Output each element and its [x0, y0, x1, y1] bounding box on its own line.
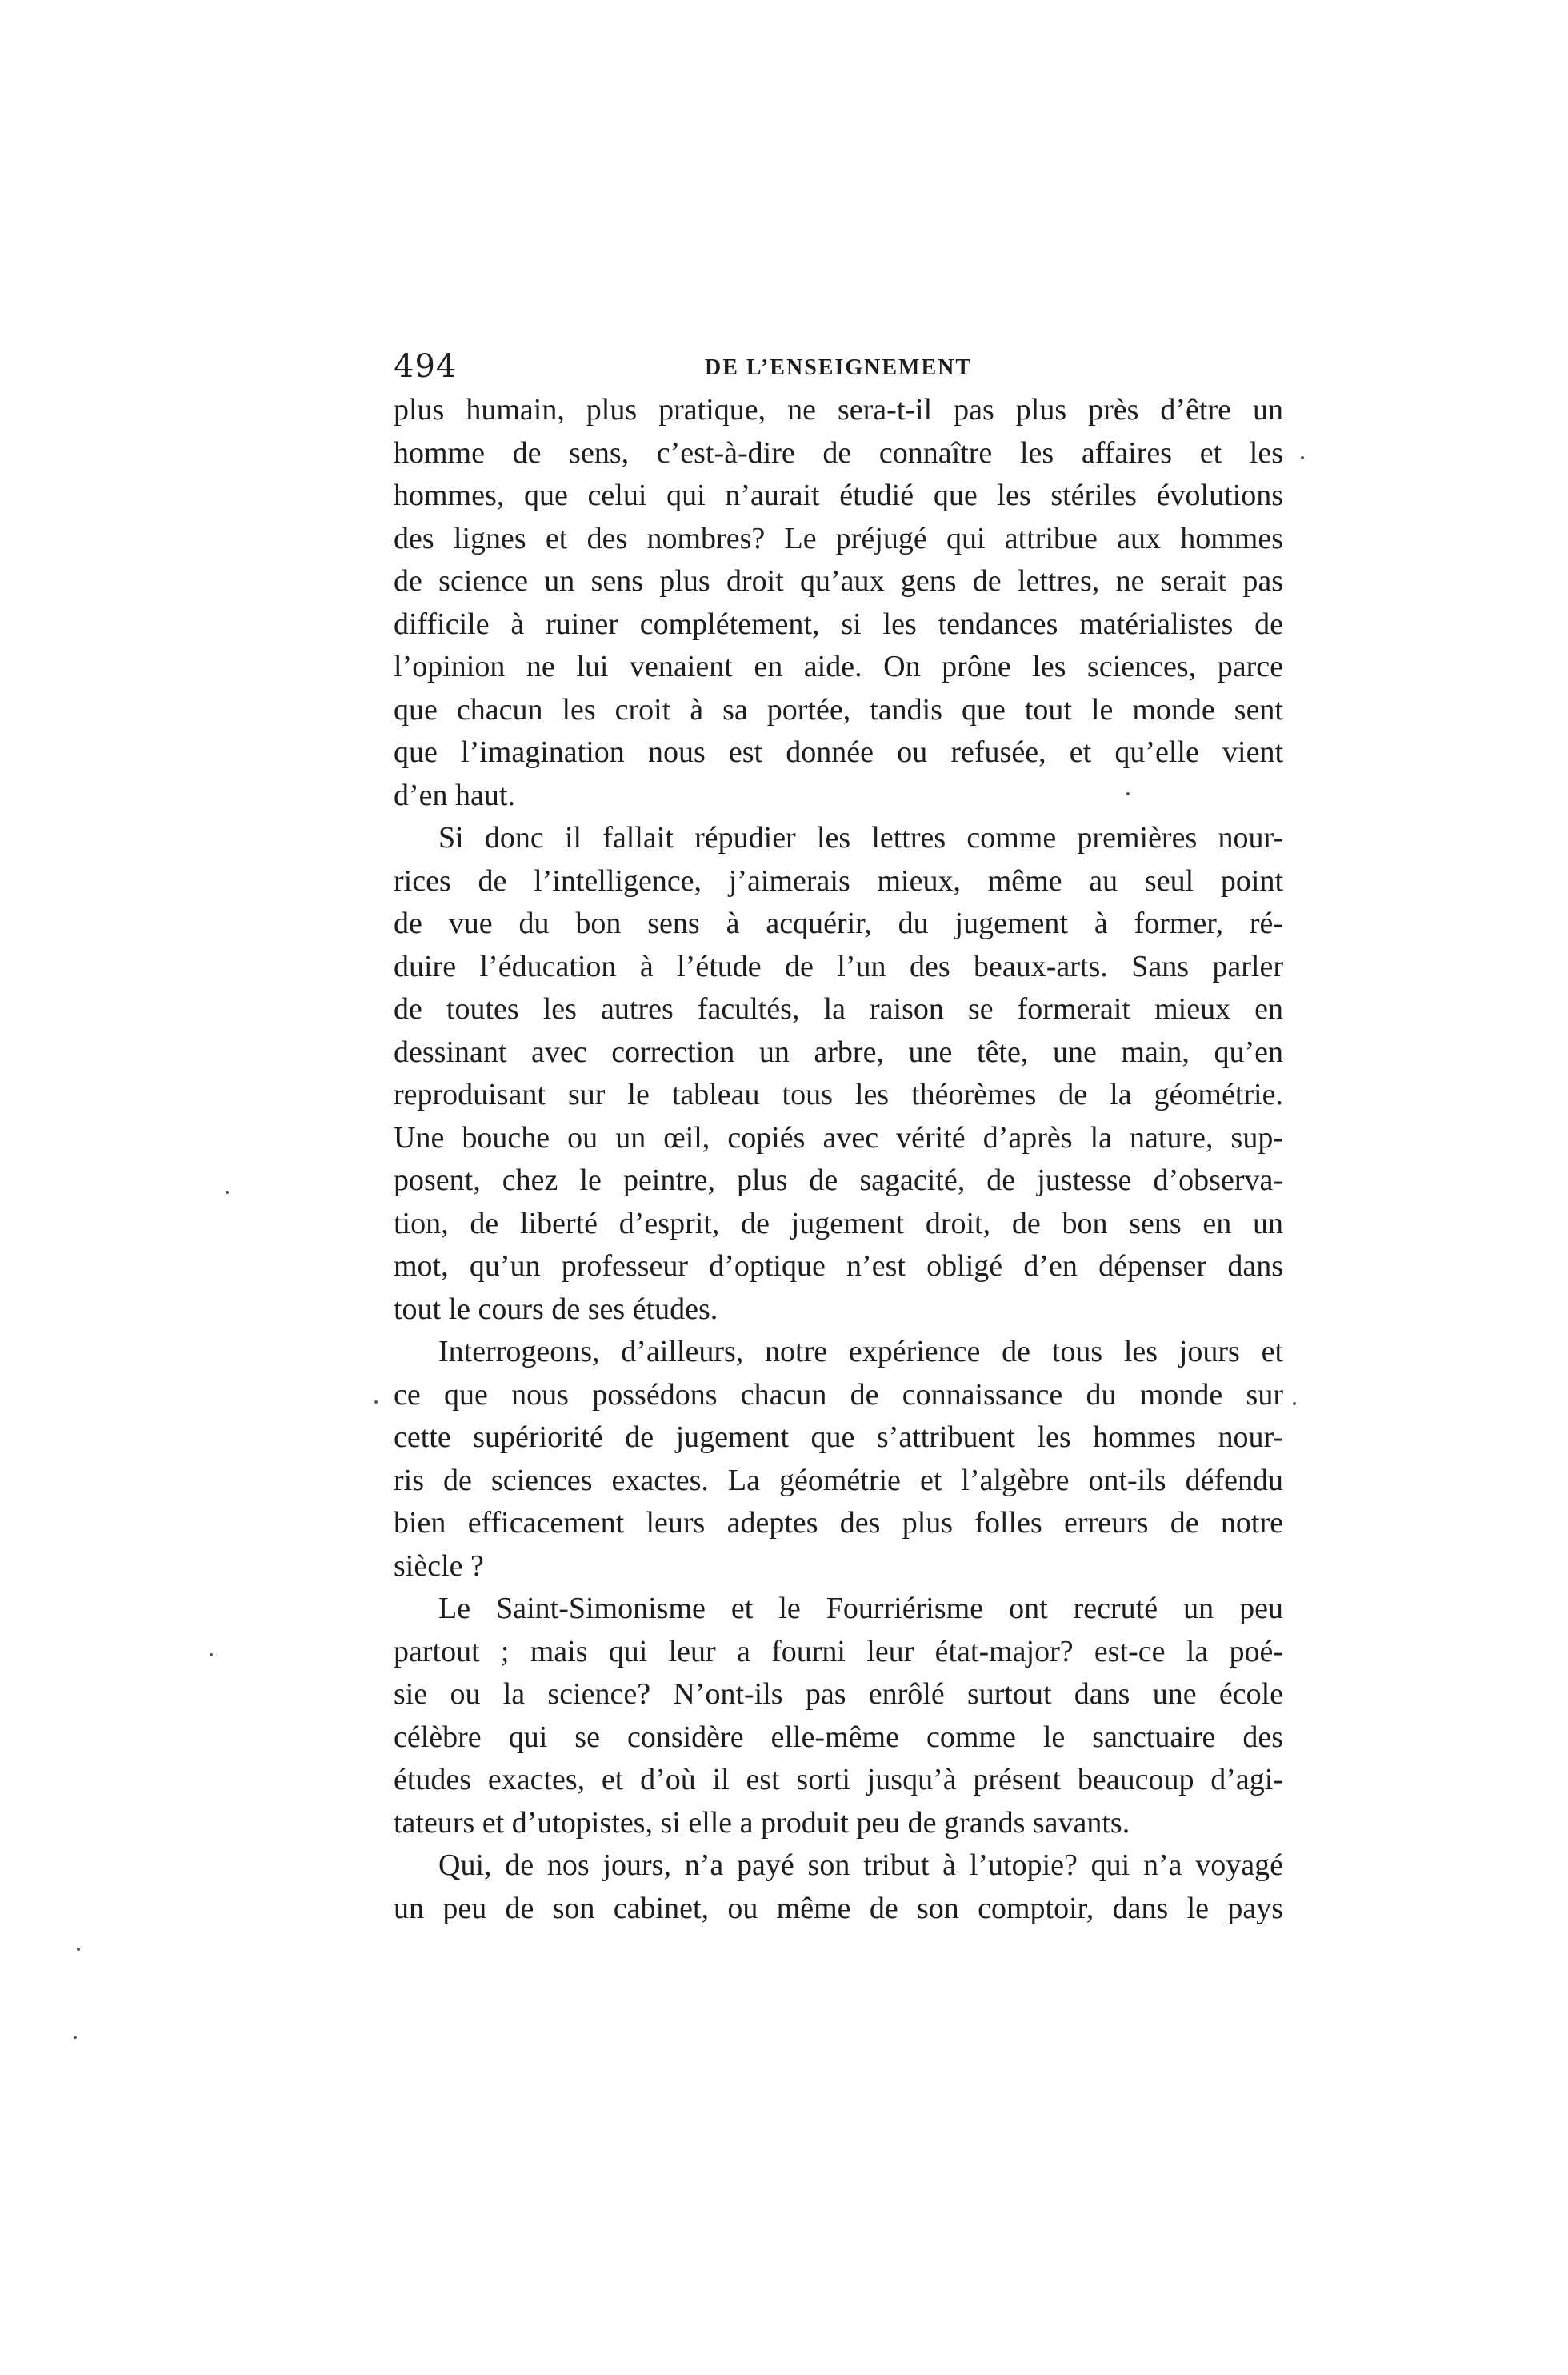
paper-speck	[226, 1191, 229, 1194]
running-head	[394, 347, 1283, 395]
text-line: bien efficacement leurs adeptes des plus folles erreurs de notre	[394, 1506, 1283, 1540]
paper-speck	[1301, 456, 1304, 459]
paragraph	[394, 1331, 1283, 1588]
paragraph	[394, 389, 1283, 817]
text-line: d’en haut.	[394, 778, 515, 812]
text-line: dessinant avec correction un arbre, une tête, une main, qu’en	[394, 1035, 1283, 1069]
paragraph	[394, 1588, 1283, 1844]
text-line: sie ou la science? N’ont-ils pas enrôlé surtout dans une école	[394, 1677, 1283, 1711]
text-line: plus humain, plus pratique, ne sera-t-il pas plus près d’être un	[394, 393, 1283, 427]
text-line: Interrogeons, d’ailleurs, notre expérience de tous les jours et	[438, 1335, 1283, 1368]
text-line: tateurs et d’utopistes, si elle a produit peu de grands savants.	[394, 1805, 1130, 1840]
text-line: Si donc il fallait répudier les lettres comme premières nour-	[438, 821, 1283, 855]
body-text	[394, 389, 1283, 1930]
text-line: que l’imagination nous est donnée ou refusée, et qu’elle vient	[394, 735, 1283, 769]
text-line: des lignes et des nombres? Le préjugé qui attribue aux hommes	[394, 521, 1283, 555]
paper-speck	[77, 1948, 80, 1951]
text-line: difficile à ruiner complétement, si les tendances matérialistes de	[394, 607, 1283, 641]
text-line: rices de l’intelligence, j’aimerais mieux, même au seul point	[394, 863, 1283, 898]
text-line: duire l’éducation à l’étude de l’un des beaux-arts. Sans parler	[394, 949, 1283, 983]
running-title: DE L’ENSEIGNEMENT	[704, 355, 973, 380]
text-line: mot, qu’un professeur d’optique n’est obligé d’en dépenser dans	[394, 1249, 1283, 1283]
paragraph	[394, 817, 1283, 1331]
paragraph	[394, 1844, 1283, 1930]
text-line: de vue du bon sens à acquérir, du jugement à former, ré-	[394, 907, 1283, 940]
text-line: Le Saint-Simonisme et le Fourriérisme ont recruté un peu	[438, 1592, 1283, 1625]
text-line: de science un sens plus droit qu’aux gens de lettres, ne serait pas	[394, 564, 1283, 598]
paper-speck	[74, 2036, 77, 2039]
page-number: 494	[394, 348, 458, 385]
paper-speck	[210, 1653, 213, 1656]
text-line: partout ; mais qui leur a fourni leur état-major? est-ce la poé-	[394, 1634, 1283, 1668]
text-line: ris de sciences exactes. La géométrie et l’algèbre ont-ils défendu	[394, 1463, 1283, 1497]
paper-speck	[1293, 1402, 1296, 1405]
text-line: tion, de liberté d’esprit, de jugement droit, de bon sens en un	[394, 1206, 1283, 1240]
text-line: homme de sens, c’est-à-dire de connaître les affaires et les	[394, 435, 1283, 470]
text-line: Qui, de nos jours, n’a payé son tribut à l’utopie? qui n’a voyagé	[438, 1848, 1283, 1882]
text-line: Une bouche ou un œil, copiés avec vérité d’après la nature, sup-	[394, 1120, 1283, 1155]
text-line: l’opinion ne lui venaient en aide. On prône les sciences, parce	[394, 650, 1283, 683]
text-line: célèbre qui se considère elle-même comme le sanctuaire des	[394, 1720, 1283, 1754]
text-line: tout le cours de ses études.	[394, 1292, 718, 1326]
paper-speck	[1126, 792, 1130, 795]
text-line: cette supériorité de jugement que s’attribuent les hommes nour-	[394, 1420, 1283, 1454]
text-line: hommes, que celui qui n’aurait étudié que les stériles évolutions	[394, 479, 1283, 512]
text-line: études exactes, et d’où il est sorti jusqu’à présent beaucoup d’agi-	[394, 1763, 1283, 1796]
paper-speck	[374, 1400, 378, 1404]
text-line: un peu de son cabinet, ou même de son comptoir, dans le pays	[394, 1891, 1283, 1925]
text-line: posent, chez le peintre, plus de sagacité, de justesse d’observa-	[394, 1163, 1283, 1197]
text-line: reproduisant sur le tableau tous les théorèmes de la géométrie.	[394, 1078, 1283, 1111]
text-line: de toutes les autres facultés, la raison se formerait mieux en	[394, 992, 1283, 1026]
text-line: que chacun les croit à sa portée, tandis que tout le monde sent	[394, 692, 1283, 727]
text-line: siècle ?	[394, 1548, 484, 1583]
text-line: ce que nous possédons chacun de connaissance du monde sur	[394, 1377, 1283, 1412]
